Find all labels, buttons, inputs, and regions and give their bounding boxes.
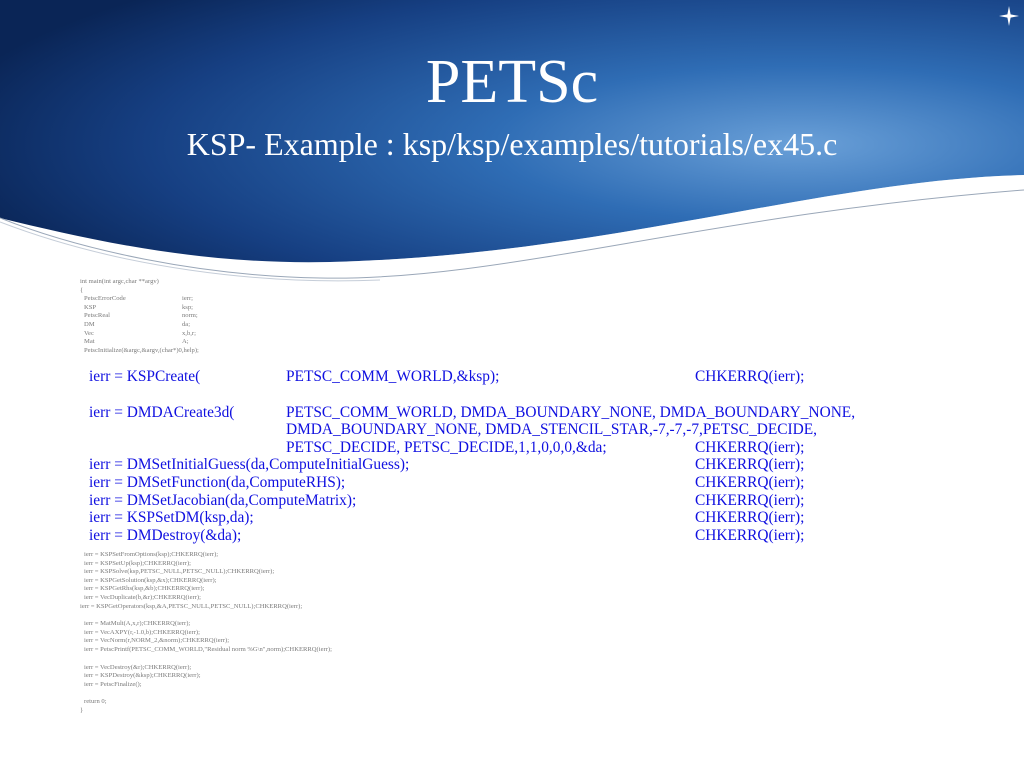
code-line: ierr = KSPDestroy(&ksp);CHKERRQ(ierr); [84, 672, 201, 680]
code-block-footer [80, 551, 332, 716]
decl-name: da; [182, 320, 191, 328]
code-args: PETSC_DECIDE, PETSC_DECIDE,1,1,0,0,0,&da; [286, 438, 607, 456]
decl-type: Vec [84, 329, 94, 337]
code-line: ierr = KSPGetRhs(ksp,&b);CHKERRQ(ierr); [84, 585, 205, 593]
code-line-init: PetscInitialize(&argc,&argv,(char*)0,help); [84, 346, 199, 354]
code-check: CHKERRQ(ierr); [695, 509, 805, 527]
code-line-decl [80, 295, 199, 304]
code-line: ierr = PetscFinalize(); [84, 680, 142, 688]
code-block-highlighted [89, 368, 969, 544]
code-call: ierr = DMSetInitialGuess(da,ComputeInitialGuess); [89, 456, 410, 474]
decl-type: KSP [84, 303, 97, 311]
code-spacer [89, 386, 969, 404]
code-line-decl [80, 312, 199, 321]
decl-name: ksp; [182, 303, 193, 311]
code-blank-line [80, 655, 332, 664]
code-call: ierr = DMSetJacobian(da,ComputeMatrix); [89, 491, 357, 509]
code-call: ierr = DMDestroy(&da); [89, 526, 242, 544]
code-args: DMDA_BOUNDARY_NONE, DMDA_STENCIL_STAR,-7,-7,-7,PETSC_DECIDE, [286, 421, 818, 439]
code-line-dmda-create-cont [89, 439, 969, 457]
code-check: CHKERRQ(ierr); [695, 526, 805, 544]
code-call: ierr = KSPCreate( [89, 368, 201, 385]
decl-type: PetscReal [84, 312, 111, 320]
code-line-ksp-create [89, 368, 969, 386]
code-call: ierr = DMSetFunction(da,ComputeRHS); [89, 473, 346, 491]
code-line-dmda-create [89, 404, 969, 422]
code-args: PETSC_COMM_WORLD,&ksp); [286, 368, 500, 385]
code-line-call [89, 456, 969, 474]
code-line: ierr = KSPSetUp(ksp);CHKERRQ(ierr); [84, 559, 192, 567]
code-check: CHKERRQ(ierr); [695, 368, 805, 385]
code-check: CHKERRQ(ierr); [695, 473, 805, 491]
code-line-call [89, 527, 969, 545]
code-check: CHKERRQ(ierr); [695, 491, 805, 509]
code-block-header [80, 278, 199, 355]
code-line-dmda-create-cont [89, 421, 969, 439]
code-call: ierr = DMDACreate3d( [89, 403, 235, 421]
star-icon [999, 6, 1019, 26]
slide-subtitle: KSP- Example : ksp/ksp/examples/tutorials/ex45.c [186, 126, 838, 162]
code-check: CHKERRQ(ierr); [695, 456, 805, 474]
code-blank-line [80, 611, 332, 620]
code-line: ierr = KSPGetOperators(ksp,&A,PETSC_NULL,PETSC_NULL);CHKERRQ(ierr); [80, 602, 303, 610]
code-line: ierr = KSPGetSolution(ksp,&x);CHKERRQ(ierr); [84, 576, 217, 584]
code-line: ierr = MatMult(A,x,r);CHKERRQ(ierr); [84, 620, 191, 628]
code-line-decl [80, 321, 199, 330]
code-check: CHKERRQ(ierr); [695, 438, 805, 456]
code-line: ierr = KSPSetFromOptions(ksp);CHKERRQ(ierr); [84, 551, 219, 558]
code-line-decl [80, 304, 199, 313]
code-line: ierr = PetscPrintf(PETSC_COMM_WORLD,"Residual norm %G\n",norm);CHKERRQ(ierr); [84, 645, 332, 653]
code-line: ierr = VecDuplicate(b,&r);CHKERRQ(ierr); [84, 593, 201, 601]
code-line-close-brace: } [80, 706, 84, 714]
code-call: ierr = KSPSetDM(ksp,da); [89, 509, 254, 527]
code-line-call [89, 474, 969, 492]
code-line-return: return 0; [84, 698, 107, 706]
code-line-signature: int main(int argc,char **argv) [80, 278, 159, 285]
decl-name: ierr; [182, 295, 193, 303]
code-line: ierr = VecNorm(r,NORM_2,&norm);CHKERRQ(ierr); [84, 637, 230, 645]
code-line: ierr = VecDestroy(&r);CHKERRQ(ierr); [84, 663, 192, 671]
code-line-decl [80, 338, 199, 347]
slide-title: PETSc [425, 48, 599, 116]
code-line-open-brace: { [80, 286, 84, 294]
decl-type: PetscErrorCode [84, 295, 126, 303]
code-line: ierr = KSPSolve(ksp,PETSC_NULL,PETSC_NULL);CHKERRQ(ierr); [84, 568, 275, 576]
code-args: PETSC_COMM_WORLD, DMDA_BOUNDARY_NONE, DMDA_BOUNDARY_NONE, [286, 403, 856, 421]
code-line: ierr = VecAXPY(r,-1.0,b);CHKERRQ(ierr); [84, 628, 200, 636]
decl-name: x,b,r; [182, 329, 196, 337]
decl-type: DM [84, 320, 95, 328]
code-line-call [89, 509, 969, 527]
code-line-decl [80, 330, 199, 339]
decl-name: A; [182, 338, 189, 346]
code-blank-line [80, 689, 332, 698]
decl-type: Mat [84, 338, 95, 346]
code-line-call [89, 492, 969, 510]
decl-name: norm; [182, 312, 198, 320]
